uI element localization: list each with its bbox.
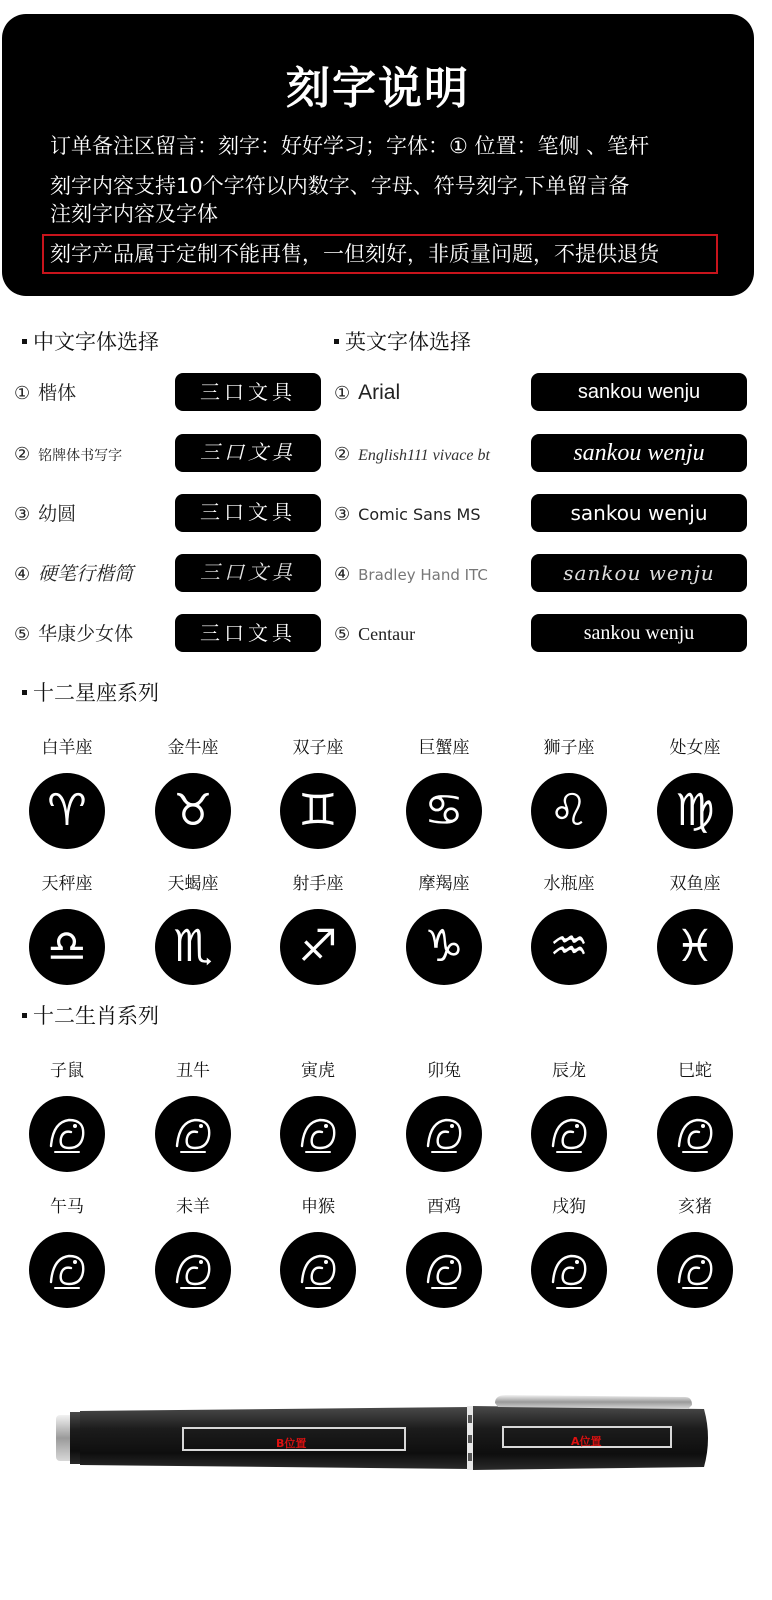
engraving-instructions-panel	[2, 14, 754, 296]
english-font-sample: sankou wenju	[531, 494, 747, 532]
aquarius-icon: ♒	[531, 909, 607, 985]
series-item-name: 狮子座	[543, 738, 595, 758]
series-item-name: 午马	[50, 1197, 84, 1217]
series-item-name: 亥猪	[678, 1197, 712, 1217]
series-item	[514, 737, 624, 849]
series-item-name: 寅虎	[301, 1061, 335, 1081]
gemini-icon: ♊	[280, 773, 356, 849]
series-item-name: 酉鸡	[427, 1197, 461, 1217]
leo-icon: ♌	[531, 773, 607, 849]
series-item	[263, 1196, 373, 1308]
series-item	[514, 1196, 624, 1308]
series-item	[640, 737, 750, 849]
chinese-font-section-title: 中文字体选择	[22, 329, 159, 355]
pen-illustration	[40, 1385, 730, 1495]
sagittarius-icon: ♐	[280, 909, 356, 985]
series-item-name: 申猴	[301, 1197, 335, 1217]
rooster-icon	[406, 1232, 482, 1308]
series-item-name: 子鼠	[50, 1061, 84, 1081]
rat-icon	[29, 1096, 105, 1172]
zodiac-section-title: 十二星座系列	[22, 680, 159, 706]
tiger-icon	[280, 1096, 356, 1172]
series-item	[138, 1196, 248, 1308]
series-item	[138, 1060, 248, 1172]
english-font-section-title: 英文字体选择	[334, 329, 471, 355]
chinese-font-sample: 三口文具	[175, 494, 321, 532]
chinese-font-sample: 三口文具	[175, 434, 321, 472]
monkey-icon	[280, 1232, 356, 1308]
series-item-name: 巨蟹座	[418, 738, 470, 758]
bullet-square-icon	[22, 1013, 27, 1018]
taurus-icon: ♉	[155, 773, 231, 849]
english-font-sample: sankou wenju	[531, 554, 747, 592]
series-item	[263, 873, 373, 985]
series-item-name: 天秤座	[41, 874, 93, 894]
series-item-name: 戌狗	[552, 1197, 586, 1217]
chinese-font-sample: 三口文具	[175, 554, 321, 592]
chinese-font-option: ③ 幼圆	[14, 503, 77, 525]
horse-icon	[29, 1232, 105, 1308]
cancer-icon: ♋	[406, 773, 482, 849]
series-item	[389, 737, 499, 849]
bullet-square-icon	[22, 339, 27, 344]
snake-icon	[657, 1096, 733, 1172]
pen-engraving-position-diagram	[40, 1385, 730, 1495]
shengxiao-section-title: 十二生肖系列	[22, 1003, 159, 1029]
series-item-name: 双子座	[292, 738, 344, 758]
series-item	[12, 1196, 122, 1308]
english-font-option: ① Arial	[334, 381, 401, 404]
chinese-font-option: ⑤ 华康少女体	[14, 623, 134, 645]
chinese-font-sample: 三口文具	[175, 373, 321, 411]
chinese-font-sample: 三口文具	[175, 614, 321, 652]
series-item	[640, 1196, 750, 1308]
series-item-name: 水瓶座	[543, 874, 595, 894]
english-font-option: ③ Comic Sans MS	[334, 504, 481, 525]
bullet-square-icon	[334, 339, 339, 344]
libra-icon: ♎	[29, 909, 105, 985]
bullet-square-icon	[22, 690, 27, 695]
series-item	[12, 737, 122, 849]
chinese-font-option: ④ 硬笔行楷简	[14, 563, 134, 585]
english-font-option: ⑤ Centaur	[334, 624, 416, 645]
series-item-name: 白羊座	[41, 738, 93, 758]
series-item	[389, 1060, 499, 1172]
series-item	[12, 1060, 122, 1172]
chinese-font-option: ② 铭牌体书写字	[14, 444, 123, 465]
series-item-name: 摩羯座	[418, 874, 470, 894]
series-item	[138, 873, 248, 985]
series-item-name: 射手座	[292, 874, 344, 894]
series-item	[12, 873, 122, 985]
series-item	[138, 737, 248, 849]
series-item	[514, 873, 624, 985]
pig-icon	[657, 1232, 733, 1308]
series-item-name: 双鱼座	[669, 874, 721, 894]
series-item-name: 未羊	[176, 1197, 210, 1217]
scorpio-icon: ♏	[155, 909, 231, 985]
position-a-label: A位置	[571, 1435, 602, 1448]
series-item-name: 辰龙	[552, 1061, 586, 1081]
series-item	[640, 873, 750, 985]
series-item-name: 卯兔	[427, 1061, 461, 1081]
english-font-option: ② English111 vivace bt	[334, 444, 490, 465]
panel-title: 刻字说明	[286, 63, 470, 114]
series-item-name: 巳蛇	[678, 1061, 712, 1081]
series-item	[263, 1060, 373, 1172]
series-item-name: 处女座	[669, 738, 721, 758]
series-item	[514, 1060, 624, 1172]
series-item-name: 丑牛	[176, 1061, 210, 1081]
series-item	[389, 873, 499, 985]
series-item	[263, 737, 373, 849]
chinese-font-option: ① 楷体	[14, 382, 77, 404]
capricorn-icon: ♑	[406, 909, 482, 985]
english-font-sample: sankou wenju	[531, 434, 747, 472]
rabbit-icon	[406, 1096, 482, 1172]
position-b-label: B位置	[276, 1437, 307, 1450]
dog-icon	[531, 1232, 607, 1308]
series-item-name: 金牛座	[167, 738, 219, 758]
engraving-content-rule: 刻字内容支持10个字符以内数字、字母、符号刻字,下单留言备注刻字内容及字体	[50, 174, 630, 226]
goat-icon	[155, 1232, 231, 1308]
english-font-option: ④ Bradley Hand ITC	[334, 564, 488, 585]
series-item-name: 天蝎座	[167, 874, 219, 894]
no-return-warning: 刻字产品属于定制不能再售，一但刻好，非质量问题，不提供退货	[42, 234, 718, 274]
dragon-icon	[531, 1096, 607, 1172]
virgo-icon: ♍	[657, 773, 733, 849]
aries-icon: ♈	[29, 773, 105, 849]
order-note-example: 订单备注区留言：刻字：好好学习；字体：① 位置：笔侧 、笔杆	[50, 134, 650, 158]
pisces-icon: ♓	[657, 909, 733, 985]
ox-icon	[155, 1096, 231, 1172]
english-font-sample: sankou wenju	[531, 373, 747, 411]
series-item	[389, 1196, 499, 1308]
english-font-sample: sankou wenju	[531, 614, 747, 652]
series-item	[640, 1060, 750, 1172]
